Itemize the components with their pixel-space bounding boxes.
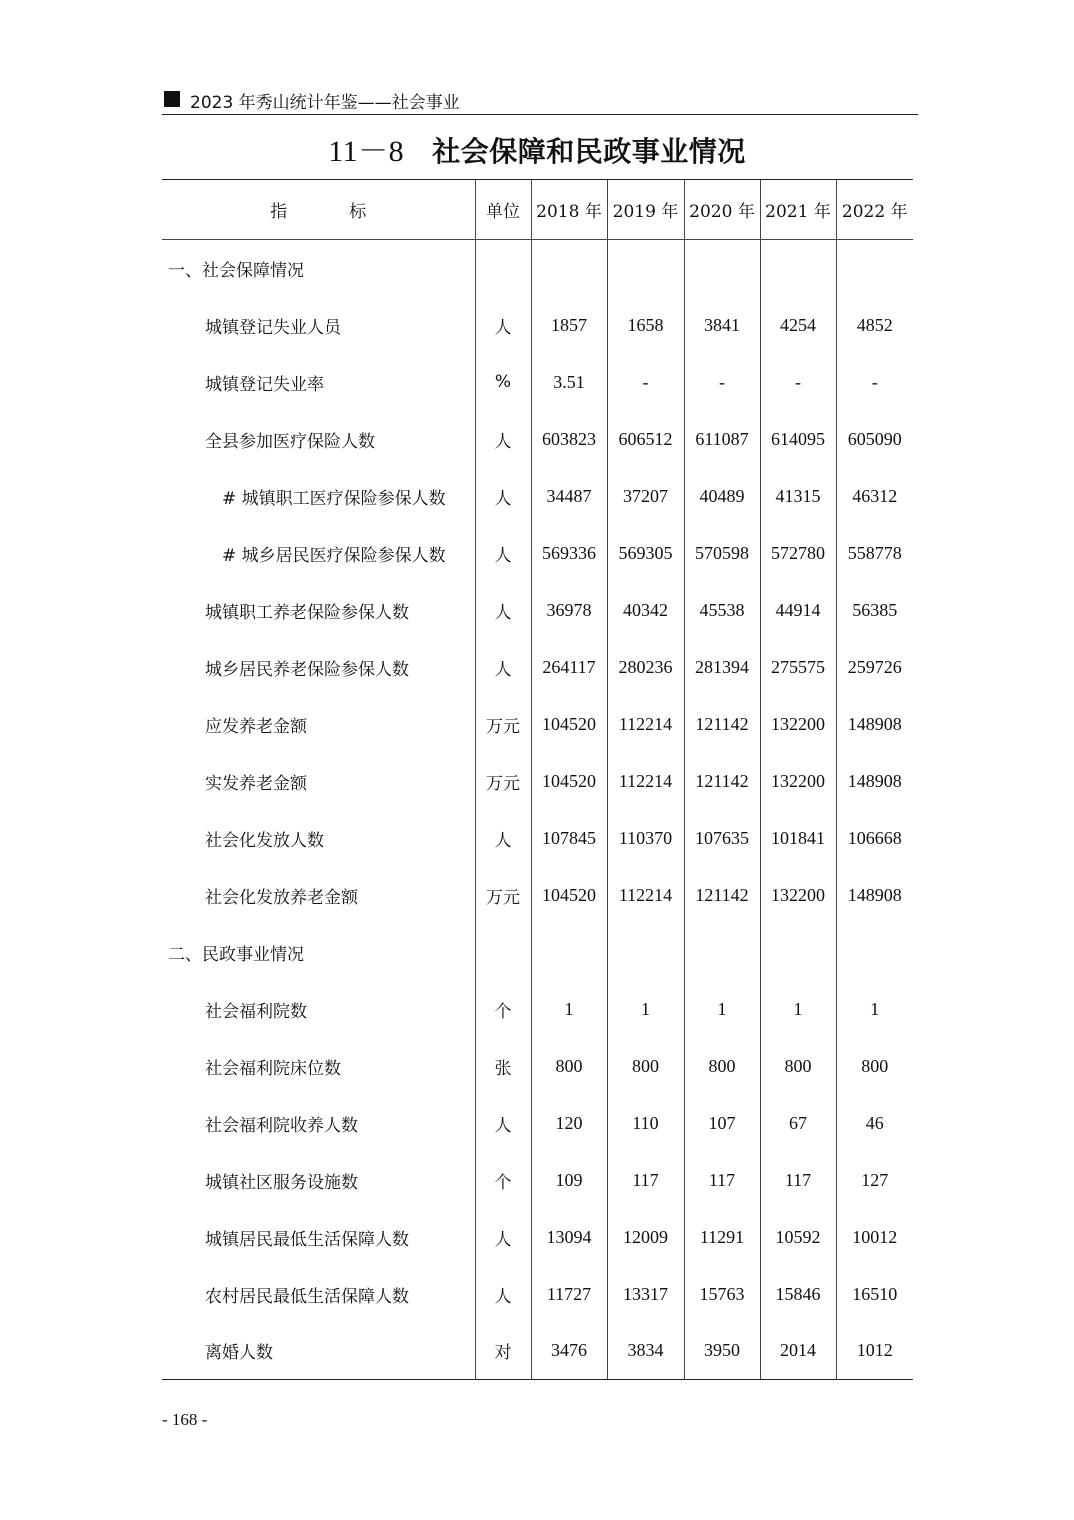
value-cell: 36978 — [531, 582, 607, 639]
indicator-label: 城镇登记失业率 — [205, 374, 324, 395]
indicator-label: 应发养老金额 — [205, 716, 307, 737]
value-cell: 132200 — [760, 696, 836, 753]
value-cell: 3834 — [607, 1323, 684, 1380]
running-header-title: 2023 年秀山统计年鉴——社会事业 — [190, 93, 460, 113]
indicator-label: 农村居民最低生活保障人数 — [205, 1286, 409, 1307]
indicator-label: 社会福利院数 — [205, 1001, 307, 1022]
column-header-year: 2018 年 — [531, 180, 607, 240]
value-cell: 56385 — [836, 582, 913, 639]
indicator-label: 城镇居民最低生活保障人数 — [205, 1229, 409, 1250]
value-cell: 603823 — [531, 411, 607, 468]
indicator-label: 社会化发放养老金额 — [205, 887, 358, 908]
table-row — [162, 696, 913, 753]
value-cell: 264117 — [531, 639, 607, 696]
value-cell — [836, 924, 913, 981]
value-cell: 104520 — [531, 867, 607, 924]
value-cell: - — [607, 354, 684, 411]
value-cell — [836, 240, 913, 297]
column-header-unit: 单位 — [475, 180, 531, 240]
unit-cell: 人 — [475, 468, 531, 525]
header-row — [162, 180, 913, 240]
value-cell: 10592 — [760, 1209, 836, 1266]
value-cell: 614095 — [760, 411, 836, 468]
value-cell: 11291 — [684, 1209, 760, 1266]
indicator-label: # 城乡居民医疗保险参保人数 — [222, 545, 446, 566]
value-cell: 275575 — [760, 639, 836, 696]
value-cell: 800 — [836, 1038, 913, 1095]
value-cell: 4852 — [836, 297, 913, 354]
value-cell — [531, 240, 607, 297]
value-cell — [607, 924, 684, 981]
value-cell: 107845 — [531, 810, 607, 867]
indicator-label: # 城镇职工医疗保险参保人数 — [222, 488, 446, 509]
unit-cell: 人 — [475, 297, 531, 354]
table-row — [162, 1209, 913, 1266]
value-cell: 110 — [607, 1095, 684, 1152]
value-cell: 3841 — [684, 297, 760, 354]
table-row — [162, 1095, 913, 1152]
value-cell: 11727 — [531, 1266, 607, 1323]
value-cell: 112214 — [607, 696, 684, 753]
data-table — [162, 179, 913, 1380]
unit-cell — [475, 924, 531, 981]
value-cell: 101841 — [760, 810, 836, 867]
column-header-year: 2019 年 — [607, 180, 684, 240]
value-cell: 1 — [684, 981, 760, 1038]
value-cell: - — [684, 354, 760, 411]
value-cell: 121142 — [684, 696, 760, 753]
indicator-label: 全县参加医疗保险人数 — [205, 431, 375, 452]
value-cell: 3950 — [684, 1323, 760, 1380]
value-cell: 46312 — [836, 468, 913, 525]
unit-cell: 万元 — [475, 696, 531, 753]
value-cell: 3476 — [531, 1323, 607, 1380]
value-cell: 148908 — [836, 867, 913, 924]
value-cell: 800 — [531, 1038, 607, 1095]
table-row — [162, 1152, 913, 1209]
value-cell: 605090 — [836, 411, 913, 468]
unit-cell: 人 — [475, 411, 531, 468]
value-cell: 13094 — [531, 1209, 607, 1266]
value-cell: 121142 — [684, 867, 760, 924]
column-header-year: 2020 年 — [684, 180, 760, 240]
unit-cell: % — [475, 354, 531, 411]
indicator-label: 社会福利院床位数 — [205, 1058, 341, 1079]
value-cell: 1 — [836, 981, 913, 1038]
value-cell: 15846 — [760, 1266, 836, 1323]
value-cell: - — [760, 354, 836, 411]
value-cell: 281394 — [684, 639, 760, 696]
value-cell: 611087 — [684, 411, 760, 468]
value-cell: 67 — [760, 1095, 836, 1152]
value-cell: 10012 — [836, 1209, 913, 1266]
value-cell: 572780 — [760, 525, 836, 582]
value-cell: 148908 — [836, 696, 913, 753]
indicator-label: 城乡居民养老保险参保人数 — [205, 659, 409, 680]
unit-cell: 人 — [475, 1266, 531, 1323]
value-cell: 112214 — [607, 753, 684, 810]
value-cell: 106668 — [836, 810, 913, 867]
value-cell: 1 — [607, 981, 684, 1038]
value-cell: 606512 — [607, 411, 684, 468]
value-cell: 127 — [836, 1152, 913, 1209]
unit-cell: 对 — [475, 1323, 531, 1380]
unit-cell: 人 — [475, 525, 531, 582]
indicator-label: 城镇登记失业人员 — [205, 317, 341, 338]
value-cell: 37207 — [607, 468, 684, 525]
table-row — [162, 1323, 913, 1380]
value-cell: 1658 — [607, 297, 684, 354]
value-cell — [531, 924, 607, 981]
column-header-year: 2021 年 — [760, 180, 836, 240]
value-cell: 104520 — [531, 753, 607, 810]
value-cell: 46 — [836, 1095, 913, 1152]
value-cell — [607, 240, 684, 297]
table-number: 11－8 — [328, 135, 405, 168]
value-cell: 13317 — [607, 1266, 684, 1323]
indicator-label: 一、社会保障情况 — [168, 260, 304, 281]
unit-cell: 人 — [475, 639, 531, 696]
value-cell: 110370 — [607, 810, 684, 867]
table-title-text: 社会保障和民政事业情况 — [432, 135, 746, 168]
table-row — [162, 1266, 913, 1323]
value-cell — [684, 924, 760, 981]
value-cell: 800 — [684, 1038, 760, 1095]
unit-cell: 万元 — [475, 867, 531, 924]
value-cell: 107635 — [684, 810, 760, 867]
unit-cell: 人 — [475, 810, 531, 867]
value-cell: 41315 — [760, 468, 836, 525]
value-cell: 4254 — [760, 297, 836, 354]
value-cell: 44914 — [760, 582, 836, 639]
indicator-label: 离婚人数 — [162, 1323, 475, 1380]
table-row — [162, 411, 913, 468]
value-cell: 1012 — [836, 1323, 913, 1380]
indicator-label: 社会福利院收养人数 — [205, 1115, 358, 1136]
value-cell: 109 — [531, 1152, 607, 1209]
unit-cell: 人 — [475, 582, 531, 639]
value-cell: 1 — [760, 981, 836, 1038]
unit-cell: 张 — [475, 1038, 531, 1095]
table-row — [162, 468, 913, 525]
value-cell: 45538 — [684, 582, 760, 639]
table-row — [162, 525, 913, 582]
value-cell: 800 — [760, 1038, 836, 1095]
running-header — [162, 84, 918, 115]
table-row — [162, 354, 913, 411]
table-row — [162, 1038, 913, 1095]
table-row — [162, 753, 913, 810]
value-cell: 12009 — [607, 1209, 684, 1266]
column-header-indicator: 指 标 — [162, 180, 475, 240]
indicator-label: 社会化发放人数 — [205, 830, 324, 851]
table-title — [0, 126, 1074, 170]
value-cell: 132200 — [760, 867, 836, 924]
indicator-label: 实发养老金额 — [205, 773, 307, 794]
page-number: - 168 - — [162, 1410, 208, 1429]
value-cell: 148908 — [836, 753, 913, 810]
value-cell — [760, 240, 836, 297]
value-cell: 3.51 — [531, 354, 607, 411]
value-cell: 117 — [760, 1152, 836, 1209]
value-cell: 280236 — [607, 639, 684, 696]
value-cell — [684, 240, 760, 297]
value-cell — [760, 924, 836, 981]
value-cell: 558778 — [836, 525, 913, 582]
unit-cell: 个 — [475, 981, 531, 1038]
value-cell: 800 — [607, 1038, 684, 1095]
value-cell: 107 — [684, 1095, 760, 1152]
unit-cell: 人 — [475, 1209, 531, 1266]
value-cell: 117 — [607, 1152, 684, 1209]
indicator-label: 二、民政事业情况 — [168, 944, 304, 965]
table-row — [162, 867, 913, 924]
value-cell: 570598 — [684, 525, 760, 582]
value-cell: 34487 — [531, 468, 607, 525]
value-cell: 1 — [531, 981, 607, 1038]
value-cell: 1857 — [531, 297, 607, 354]
value-cell: 15763 — [684, 1266, 760, 1323]
value-cell: 259726 — [836, 639, 913, 696]
table-row — [162, 810, 913, 867]
value-cell: 2014 — [760, 1323, 836, 1380]
table-row — [162, 582, 913, 639]
table-row — [162, 639, 913, 696]
section-row — [162, 924, 913, 981]
black-square-icon — [164, 91, 180, 107]
unit-cell: 个 — [475, 1152, 531, 1209]
unit-cell: 人 — [475, 1095, 531, 1152]
unit-cell: 万元 — [475, 753, 531, 810]
column-header-year: 2022 年 — [836, 180, 913, 240]
indicator-label: 城镇职工养老保险参保人数 — [205, 602, 409, 623]
value-cell: 112214 — [607, 867, 684, 924]
section-row — [162, 240, 913, 297]
value-cell: 132200 — [760, 753, 836, 810]
value-cell: 104520 — [531, 696, 607, 753]
value-cell: 569305 — [607, 525, 684, 582]
table-row — [162, 297, 913, 354]
value-cell: 121142 — [684, 753, 760, 810]
unit-cell — [475, 240, 531, 297]
value-cell: 117 — [684, 1152, 760, 1209]
value-cell: - — [836, 354, 913, 411]
value-cell: 40342 — [607, 582, 684, 639]
table-row — [162, 981, 913, 1038]
indicator-label: 城镇社区服务设施数 — [205, 1172, 358, 1193]
value-cell: 120 — [531, 1095, 607, 1152]
value-cell: 16510 — [836, 1266, 913, 1323]
value-cell: 569336 — [531, 525, 607, 582]
value-cell: 40489 — [684, 468, 760, 525]
